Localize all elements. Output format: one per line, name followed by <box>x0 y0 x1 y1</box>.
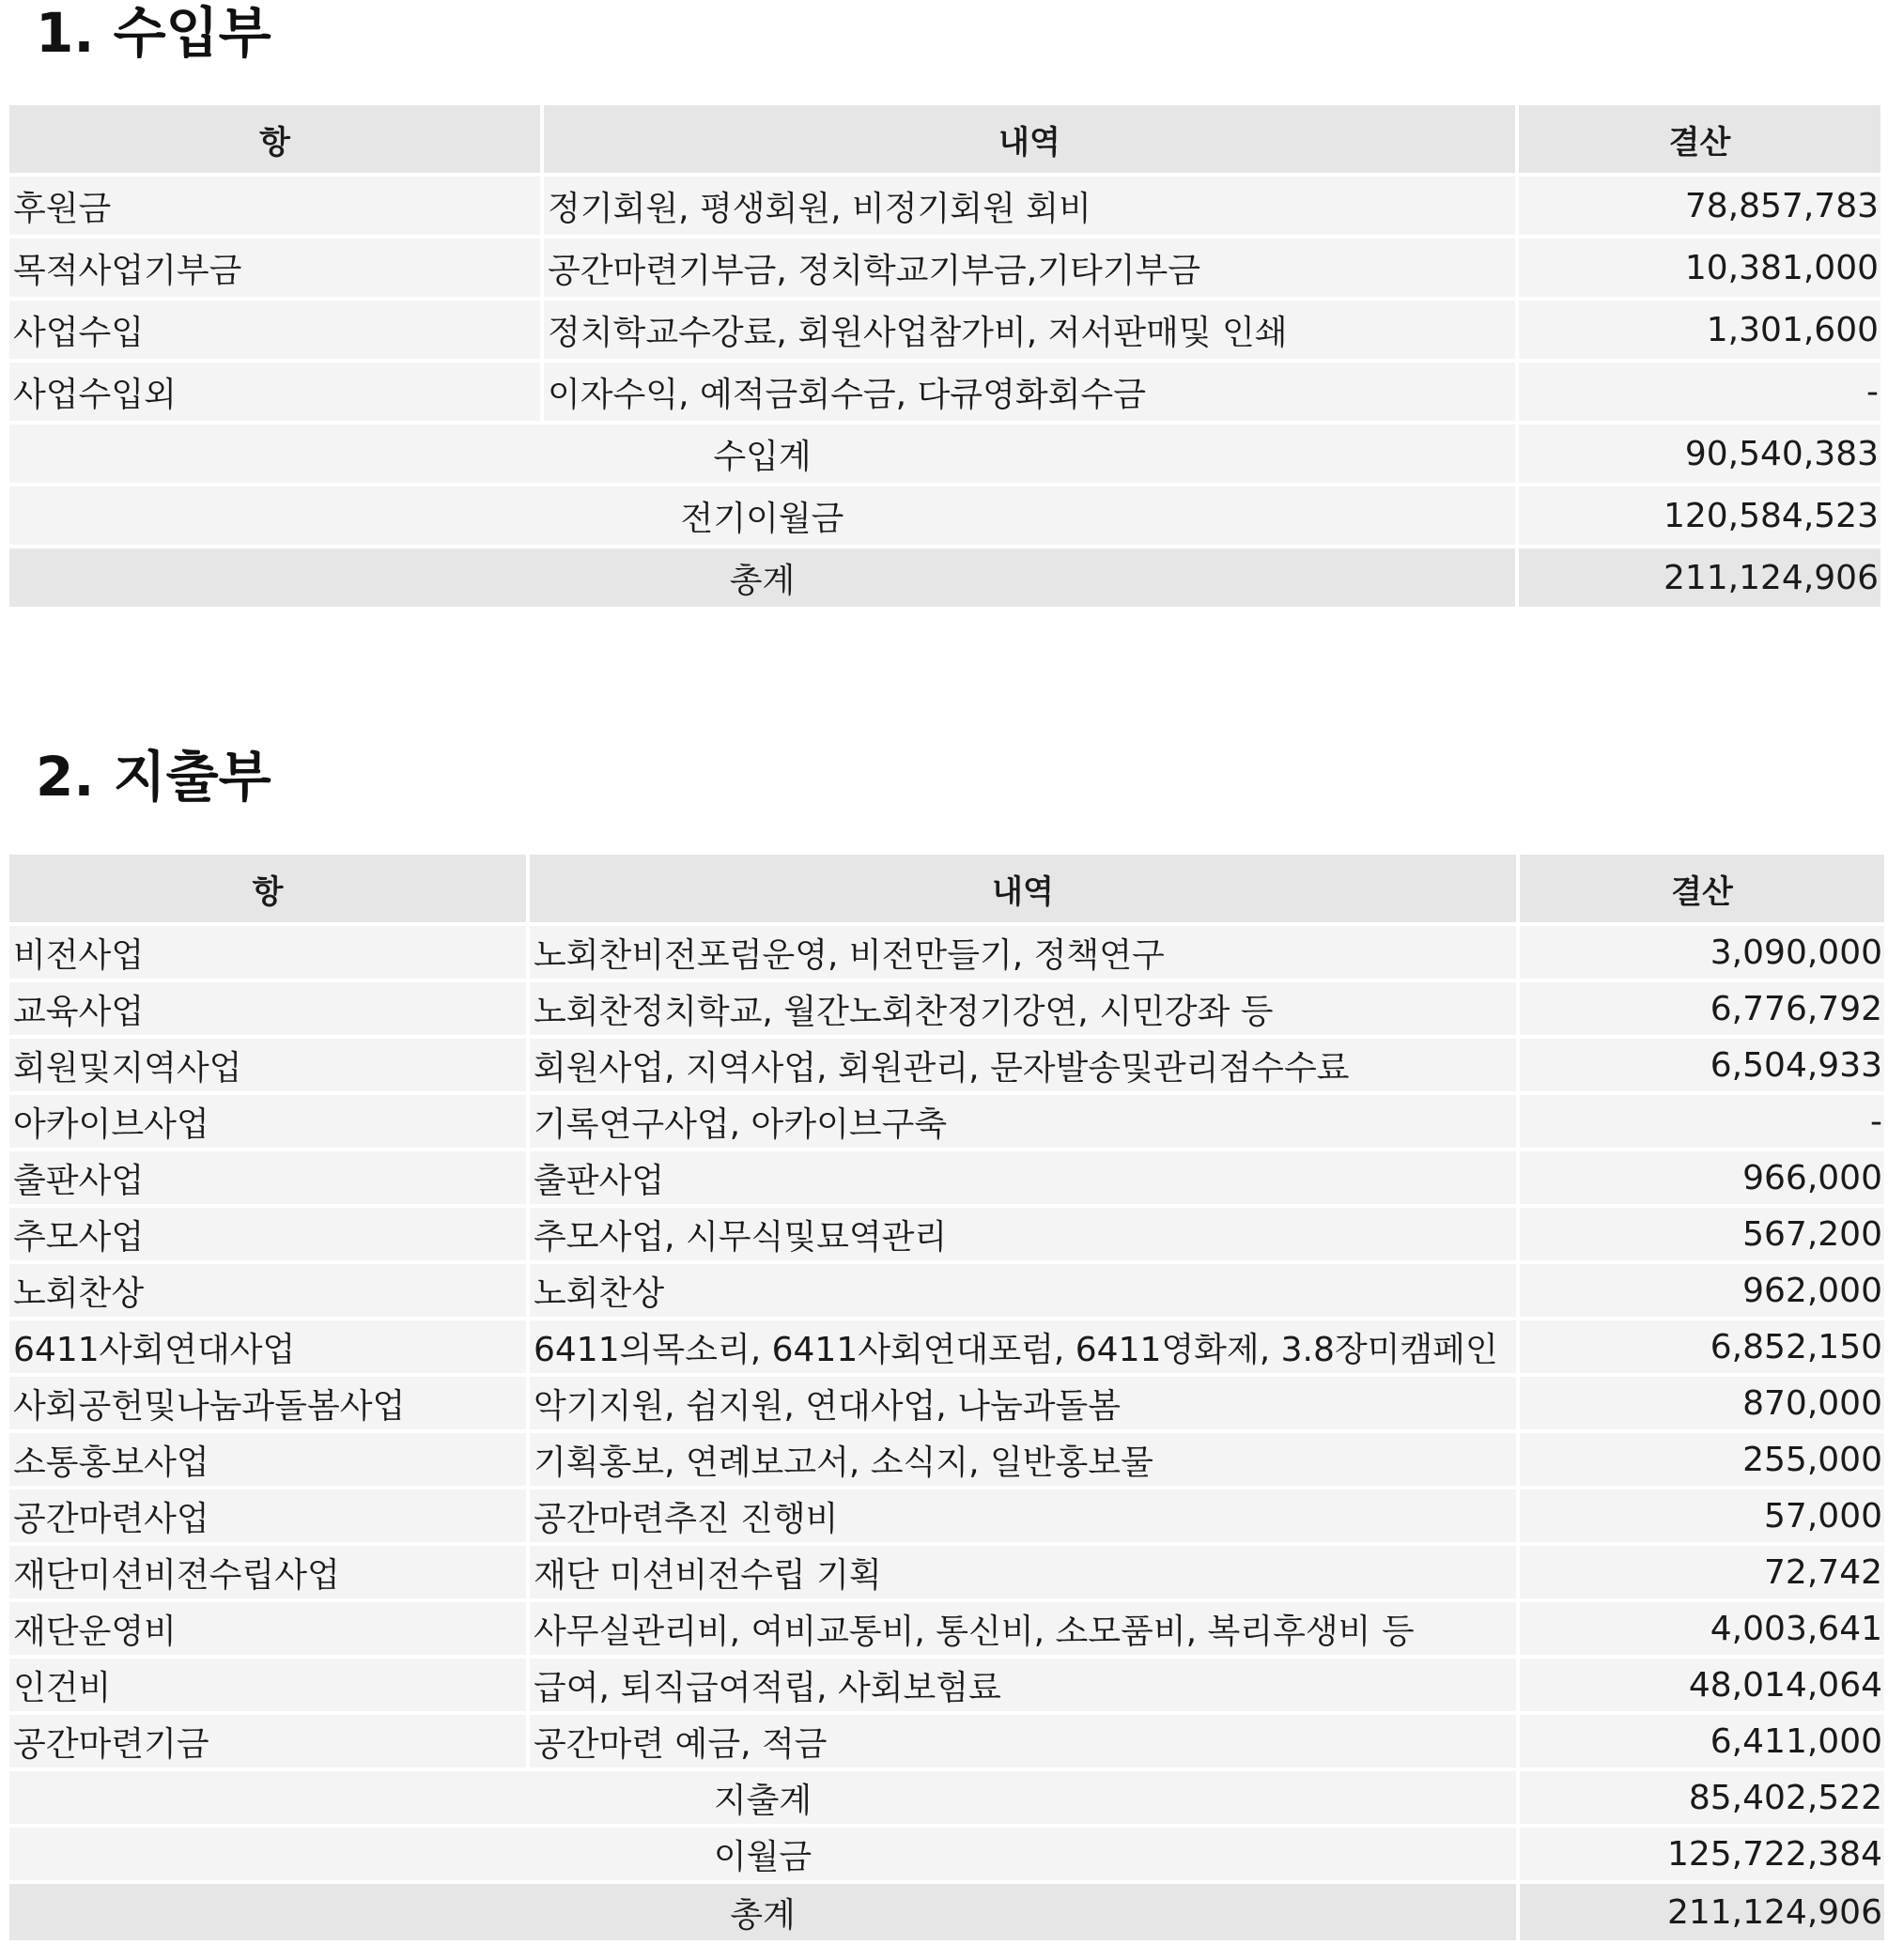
total-row <box>9 1884 1884 1940</box>
cell-amount: 72,742 <box>1520 1546 1884 1598</box>
cell-amount: 6,852,150 <box>1520 1320 1884 1373</box>
total-amount: 211,124,906 <box>1520 1884 1884 1940</box>
cell-amount: - <box>1520 1095 1884 1148</box>
subtotal-label: 지출계 <box>9 1771 1516 1824</box>
cell-amount: 57,000 <box>1520 1489 1884 1542</box>
cell-detail: 공간마련 예금, 적금 <box>530 1715 1516 1767</box>
subtotal-row <box>9 1771 1884 1824</box>
cell-amount: 1,301,600 <box>1519 301 1880 359</box>
cell-item: 회원및지역사업 <box>9 1039 526 1091</box>
carry-amount: 120,584,523 <box>1519 486 1880 545</box>
table-row <box>9 1433 1884 1486</box>
column-header-amount: 결산 <box>1519 105 1880 173</box>
table-row <box>9 1715 1884 1767</box>
table-header-row <box>9 105 1880 173</box>
cell-detail: 공간마련기부금, 정치학교기부금,기타기부금 <box>544 239 1515 297</box>
table-row <box>9 1151 1884 1204</box>
income-section-title: 1. 수입부 <box>36 1 271 65</box>
table-row <box>9 177 1880 235</box>
cell-detail: 재단 미션비전수립 기획 <box>530 1546 1516 1598</box>
cell-detail: 공간마련추진 진행비 <box>530 1489 1516 1542</box>
subtotal-amount: 85,402,522 <box>1520 1771 1884 1824</box>
table-row <box>9 239 1880 297</box>
table-row <box>9 1095 1884 1148</box>
cell-item: 비전사업 <box>9 926 526 979</box>
cell-item: 아카이브사업 <box>9 1095 526 1148</box>
carry-label: 이월금 <box>9 1828 1516 1880</box>
expense-table <box>6 851 1888 1944</box>
cell-detail: 악기지원, 쉼지원, 연대사업, 나눔과돌봄 <box>530 1377 1516 1429</box>
cell-detail: 출판사업 <box>530 1151 1516 1204</box>
cell-detail: 노회찬정치학교, 월간노회찬정기강연, 시민강좌 등 <box>530 982 1516 1035</box>
cell-item: 인건비 <box>9 1659 526 1711</box>
cell-amount: 255,000 <box>1520 1433 1884 1486</box>
cell-item: 출판사업 <box>9 1151 526 1204</box>
table-row <box>9 301 1880 359</box>
cell-item: 목적사업기부금 <box>9 239 540 297</box>
carry-label: 전기이월금 <box>9 486 1515 545</box>
cell-item: 사회공헌및나눔과돌봄사업 <box>9 1377 526 1429</box>
cell-detail: 정기회원, 평생회원, 비정기회원 회비 <box>544 177 1515 235</box>
cell-amount: 962,000 <box>1520 1264 1884 1317</box>
carry-row <box>9 1828 1884 1880</box>
cell-detail: 정치학교수강료, 회원사업참가비, 저서판매및 인쇄 <box>544 301 1515 359</box>
cell-item: 공간마련사업 <box>9 1489 526 1542</box>
cell-item: 6411사회연대사업 <box>9 1320 526 1373</box>
subtotal-label: 수입계 <box>9 424 1515 483</box>
carry-row <box>9 486 1880 545</box>
total-row <box>9 548 1880 607</box>
cell-amount: 567,200 <box>1520 1208 1884 1260</box>
cell-amount: 870,000 <box>1520 1377 1884 1429</box>
cell-amount: - <box>1519 363 1880 421</box>
cell-amount: 966,000 <box>1520 1151 1884 1204</box>
cell-detail: 노회찬상 <box>530 1264 1516 1317</box>
column-header-item: 항 <box>9 855 526 922</box>
cell-item: 교육사업 <box>9 982 526 1035</box>
table-row <box>9 982 1884 1035</box>
cell-amount: 3,090,000 <box>1520 926 1884 979</box>
cell-item: 공간마련기금 <box>9 1715 526 1767</box>
table-row <box>9 1377 1884 1429</box>
column-header-detail: 내역 <box>544 105 1515 173</box>
cell-detail: 노회찬비전포럼운영, 비전만들기, 정책연구 <box>530 926 1516 979</box>
cell-detail: 급여, 퇴직급여적립, 사회보험료 <box>530 1659 1516 1711</box>
income-table <box>6 101 1884 610</box>
subtotal-amount: 90,540,383 <box>1519 424 1880 483</box>
total-label: 총계 <box>9 1884 1516 1940</box>
cell-detail: 사무실관리비, 여비교통비, 통신비, 소모품비, 복리후생비 등 <box>530 1602 1516 1655</box>
total-label: 총계 <box>9 548 1515 607</box>
carry-amount: 125,722,384 <box>1520 1828 1884 1880</box>
cell-detail: 이자수익, 예적금회수금, 다큐영화회수금 <box>544 363 1515 421</box>
cell-detail: 기록연구사업, 아카이브구축 <box>530 1095 1516 1148</box>
column-header-item: 항 <box>9 105 540 173</box>
column-header-amount: 결산 <box>1520 855 1884 922</box>
cell-detail: 기획홍보, 연례보고서, 소식지, 일반홍보물 <box>530 1433 1516 1486</box>
column-header-detail: 내역 <box>530 855 1516 922</box>
cell-item: 재단운영비 <box>9 1602 526 1655</box>
cell-item: 사업수입외 <box>9 363 540 421</box>
cell-amount: 4,003,641 <box>1520 1602 1884 1655</box>
cell-item: 사업수입 <box>9 301 540 359</box>
expense-section-title: 2. 지출부 <box>36 745 271 809</box>
table-row <box>9 363 1880 421</box>
subtotal-row <box>9 424 1880 483</box>
table-row <box>9 1546 1884 1598</box>
total-amount: 211,124,906 <box>1519 548 1880 607</box>
cell-amount: 10,381,000 <box>1519 239 1880 297</box>
cell-amount: 6,504,933 <box>1520 1039 1884 1091</box>
table-row <box>9 1039 1884 1091</box>
cell-item: 소통홍보사업 <box>9 1433 526 1486</box>
table-row <box>9 1489 1884 1542</box>
cell-item: 후원금 <box>9 177 540 235</box>
cell-amount: 78,857,783 <box>1519 177 1880 235</box>
cell-amount: 48,014,064 <box>1520 1659 1884 1711</box>
cell-amount: 6,411,000 <box>1520 1715 1884 1767</box>
cell-item: 재단미션비젼수립사업 <box>9 1546 526 1598</box>
cell-detail: 6411의목소리, 6411사회연대포럼, 6411영화제, 3.8장미캠페인 <box>530 1320 1516 1373</box>
table-row <box>9 1208 1884 1260</box>
table-row <box>9 1320 1884 1373</box>
table-row <box>9 1264 1884 1317</box>
cell-detail: 회원사업, 지역사업, 회원관리, 문자발송및관리점수수료 <box>530 1039 1516 1091</box>
cell-item: 노회찬상 <box>9 1264 526 1317</box>
table-row <box>9 926 1884 979</box>
cell-detail: 추모사업, 시무식및묘역관리 <box>530 1208 1516 1260</box>
table-row <box>9 1659 1884 1711</box>
cell-amount: 6,776,792 <box>1520 982 1884 1035</box>
cell-item: 추모사업 <box>9 1208 526 1260</box>
table-row <box>9 1602 1884 1655</box>
table-header-row <box>9 855 1884 922</box>
